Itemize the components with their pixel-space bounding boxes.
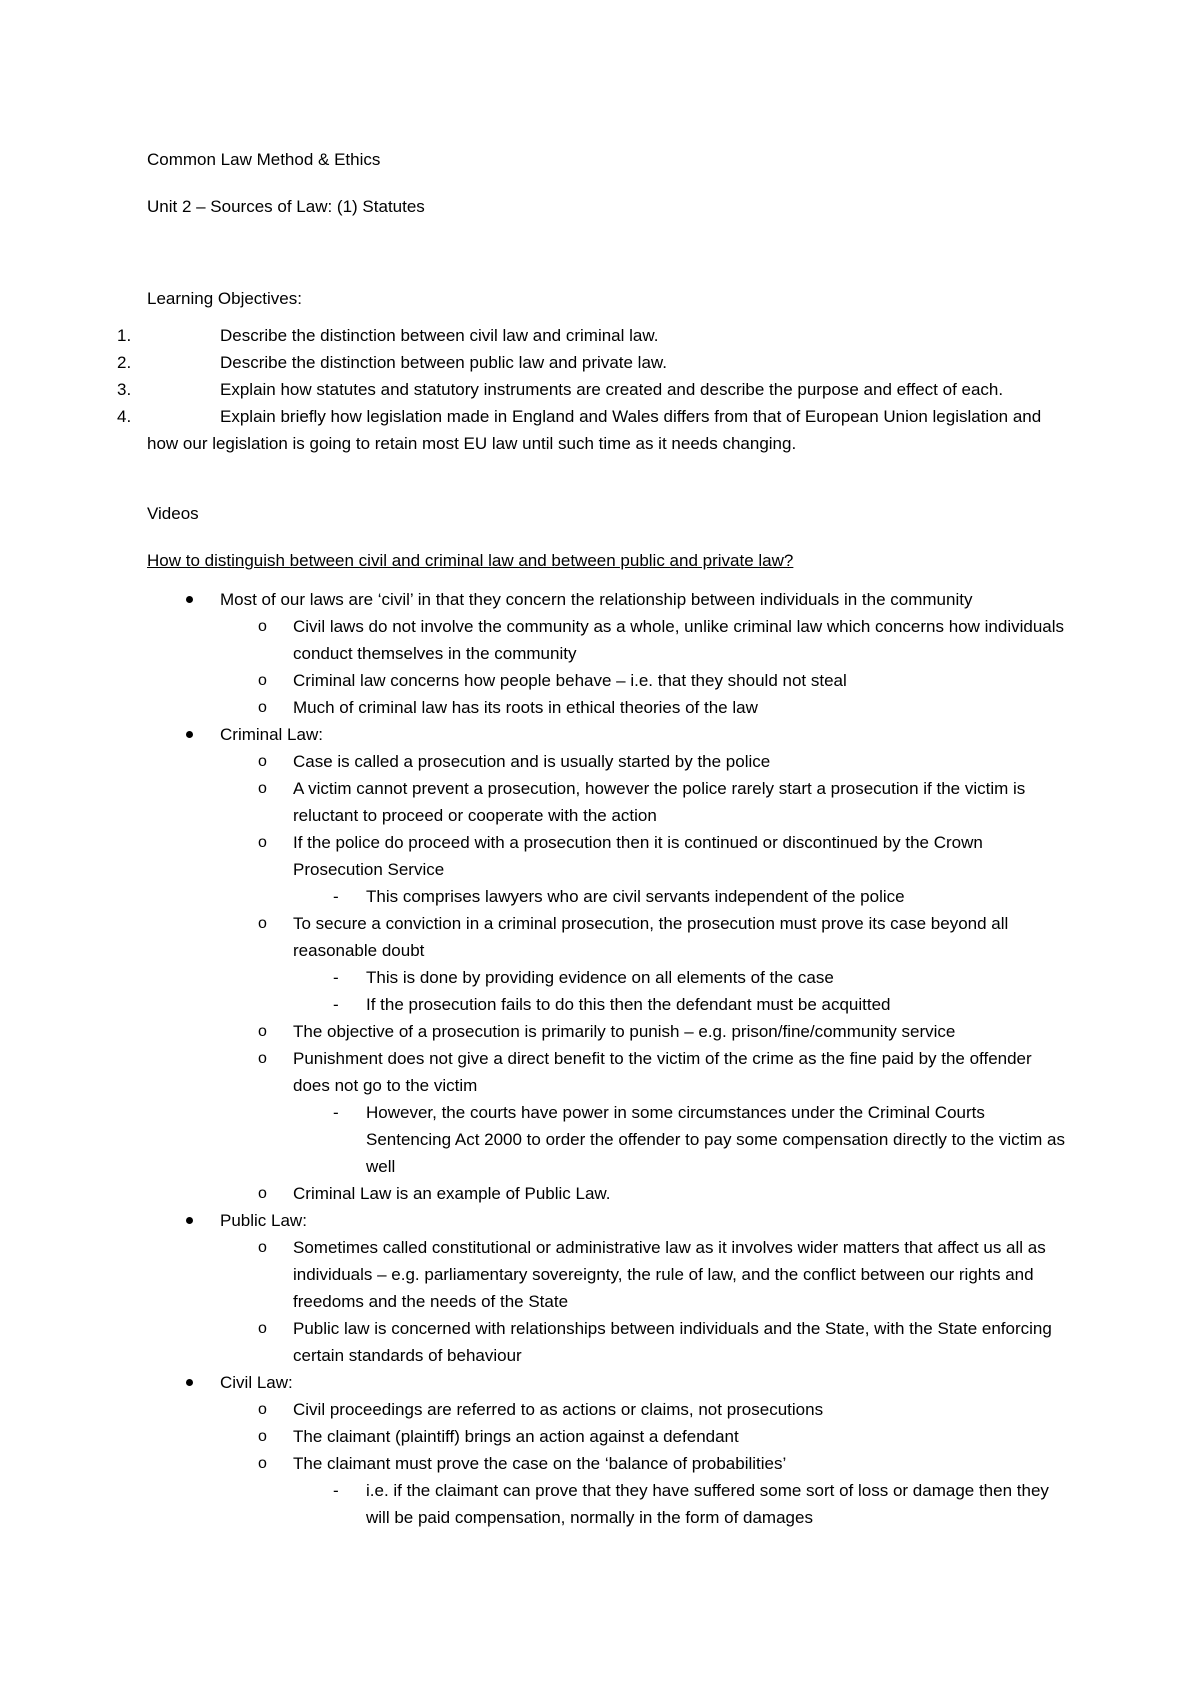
sub-bullet-item (220, 694, 1067, 721)
sub-bullet-item (220, 1396, 1067, 1423)
course-title: Common Law Method & Ethics (147, 150, 381, 169)
sub-bullet-item (220, 1045, 1067, 1180)
sub-bullet-text: Punishment does not give a direct benefit to the victim of the crime as the fine paid by the offender does not go to the victim (293, 1049, 1032, 1095)
bullet-item (147, 586, 1067, 721)
sub-bullet-marker: o (258, 1320, 267, 1337)
sub-bullet-text: Civil proceedings are referred to as actions or claims, not prosecutions (293, 1400, 824, 1419)
sub-bullet-marker: o (258, 699, 267, 716)
objective-number: 2. (117, 353, 132, 372)
sub-sub-bullet-list (293, 1477, 1067, 1531)
sub-sub-bullet-text: i.e. if the claimant can prove that they have suffered some sort of loss or damage then they will be paid compensation, normally in the form of damages (366, 1481, 1049, 1527)
sub-bullet-text: Sometimes called constitutional or administrative law as it involves wider matters that affect us all as individuals – e.g. parliamentary sovereignty, the rule of law, and the conflict between our rights and freedoms and the needs of the State (293, 1238, 1046, 1311)
sub-bullet-text: If the police do proceed with a prosecution then it is continued or discontinued by the Crown Prosecution Service (293, 833, 983, 879)
sub-bullet-text: Criminal Law is an example of Public Law. (293, 1184, 611, 1203)
sub-bullet-marker: o (258, 618, 267, 635)
sub-sub-bullet-item (293, 883, 1067, 910)
sub-bullet-item (220, 748, 1067, 775)
sub-bullet-item (220, 829, 1067, 910)
sub-bullet-list (220, 1234, 1067, 1369)
dash-marker: - (333, 887, 339, 906)
sub-sub-bullet-item (293, 1477, 1067, 1531)
sub-bullet-marker: o (258, 915, 267, 932)
objective-text: Describe the distinction between public law and private law. (220, 353, 667, 372)
objective-text: Describe the distinction between civil law and criminal law. (220, 326, 659, 345)
sub-sub-bullet-text: This comprises lawyers who are civil servants independent of the police (366, 887, 905, 906)
dash-marker: - (333, 968, 339, 987)
sub-bullet-item (220, 667, 1067, 694)
notes-bullet-list (147, 586, 1067, 1531)
sub-bullet-item (220, 1018, 1067, 1045)
sub-sub-bullet-list (293, 883, 1067, 910)
sub-bullet-text: Much of criminal law has its roots in ethical theories of the law (293, 698, 758, 717)
bullet-text: Public Law: (220, 1211, 307, 1230)
objective-number: 1. (117, 326, 132, 345)
sub-sub-bullet-list (293, 964, 1067, 1018)
objective-text: Explain briefly how legislation made in England and Wales differs from that of European Union legislation and how our legislation is going to retain most EU law until such time as it needs changing. (147, 407, 1042, 453)
sub-bullet-text: Criminal law concerns how people behave – i.e. that they should not steal (293, 671, 847, 690)
objective-number: 4. (117, 407, 132, 426)
objective-item (117, 349, 1067, 376)
sub-sub-bullet-item (293, 964, 1067, 991)
learning-objectives-list (117, 322, 1067, 457)
bullet-text: Most of our laws are ‘civil’ in that they concern the relationship between individuals in the community (220, 590, 973, 609)
video-link[interactable]: How to distinguish between civil and criminal law and between public and private law? (147, 551, 794, 570)
sub-bullet-item (220, 1423, 1067, 1450)
bullet-item (147, 1369, 1067, 1531)
bullet-item (147, 1207, 1067, 1369)
bullet-dot-icon (186, 596, 193, 603)
sub-bullet-list (220, 613, 1067, 721)
sub-bullet-marker: o (258, 1050, 267, 1067)
sub-sub-bullet-item (293, 991, 1067, 1018)
sub-sub-bullet-item (293, 1099, 1067, 1180)
sub-sub-bullet-text: However, the courts have power in some circumstances under the Criminal Courts Sentencing Act 2000 to order the offender to pay some compensation directly to the victim as well (366, 1103, 1065, 1176)
sub-bullet-text: A victim cannot prevent a prosecution, however the police rarely start a prosecution if the victim is reluctant to proceed or cooperate with the action (293, 779, 1026, 825)
sub-bullet-text: The objective of a prosecution is primarily to punish – e.g. prison/fine/community service (293, 1022, 956, 1041)
bullet-text: Civil Law: (220, 1373, 293, 1392)
sub-bullet-text: The claimant (plaintiff) brings an action against a defendant (293, 1427, 739, 1446)
objective-item (117, 403, 1067, 457)
unit-title: Unit 2 – Sources of Law: (1) Statutes (147, 197, 425, 216)
sub-bullet-item (220, 1315, 1067, 1369)
sub-bullet-text: Public law is concerned with relationships between individuals and the State, with the State enforcing certain standards of behaviour (293, 1319, 1052, 1365)
dash-marker: - (333, 1481, 339, 1500)
sub-bullet-item (220, 910, 1067, 1018)
sub-sub-bullet-list (293, 1099, 1067, 1180)
sub-sub-bullet-text: This is done by providing evidence on all elements of the case (366, 968, 834, 987)
sub-bullet-marker: o (258, 1428, 267, 1445)
bullet-dot-icon (186, 1379, 193, 1386)
sub-bullet-text: Case is called a prosecution and is usually started by the police (293, 752, 771, 771)
dash-marker: - (333, 1103, 339, 1122)
sub-bullet-text: To secure a conviction in a criminal prosecution, the prosecution must prove its case beyond all reasonable doubt (293, 914, 1009, 960)
sub-bullet-item (220, 775, 1067, 829)
sub-bullet-marker: o (258, 1401, 267, 1418)
sub-bullet-text: The claimant must prove the case on the ‘balance of probabilities’ (293, 1454, 787, 1473)
sub-bullet-marker: o (258, 1455, 267, 1472)
objective-text: Explain how statutes and statutory instruments are created and describe the purpose and effect of each. (220, 380, 1004, 399)
sub-bullet-item (220, 613, 1067, 667)
dash-marker: - (333, 995, 339, 1014)
sub-bullet-list (220, 748, 1067, 1207)
bullet-dot-icon (186, 731, 193, 738)
sub-bullet-marker: o (258, 834, 267, 851)
sub-sub-bullet-text: If the prosecution fails to do this then the defendant must be acquitted (366, 995, 891, 1014)
document-body (117, 146, 1067, 1531)
objective-item (117, 322, 1067, 349)
sub-bullet-marker: o (258, 753, 267, 770)
bullet-item (147, 721, 1067, 1207)
bullet-dot-icon (186, 1217, 193, 1224)
videos-heading: Videos (147, 504, 199, 523)
sub-bullet-item (220, 1180, 1067, 1207)
sub-bullet-marker: o (258, 1023, 267, 1040)
bullet-text: Criminal Law: (220, 725, 323, 744)
objective-number: 3. (117, 380, 132, 399)
sub-bullet-marker: o (258, 1185, 267, 1202)
sub-bullet-item (220, 1234, 1067, 1315)
sub-bullet-marker: o (258, 672, 267, 689)
sub-bullet-text: Civil laws do not involve the community as a whole, unlike criminal law which concerns how individuals conduct themselves in the community (293, 617, 1065, 663)
learning-objectives-heading: Learning Objectives: (147, 289, 302, 308)
sub-bullet-list (220, 1396, 1067, 1531)
sub-bullet-marker: o (258, 1239, 267, 1256)
objective-item (117, 376, 1067, 403)
sub-bullet-marker: o (258, 780, 267, 797)
sub-bullet-item (220, 1450, 1067, 1531)
